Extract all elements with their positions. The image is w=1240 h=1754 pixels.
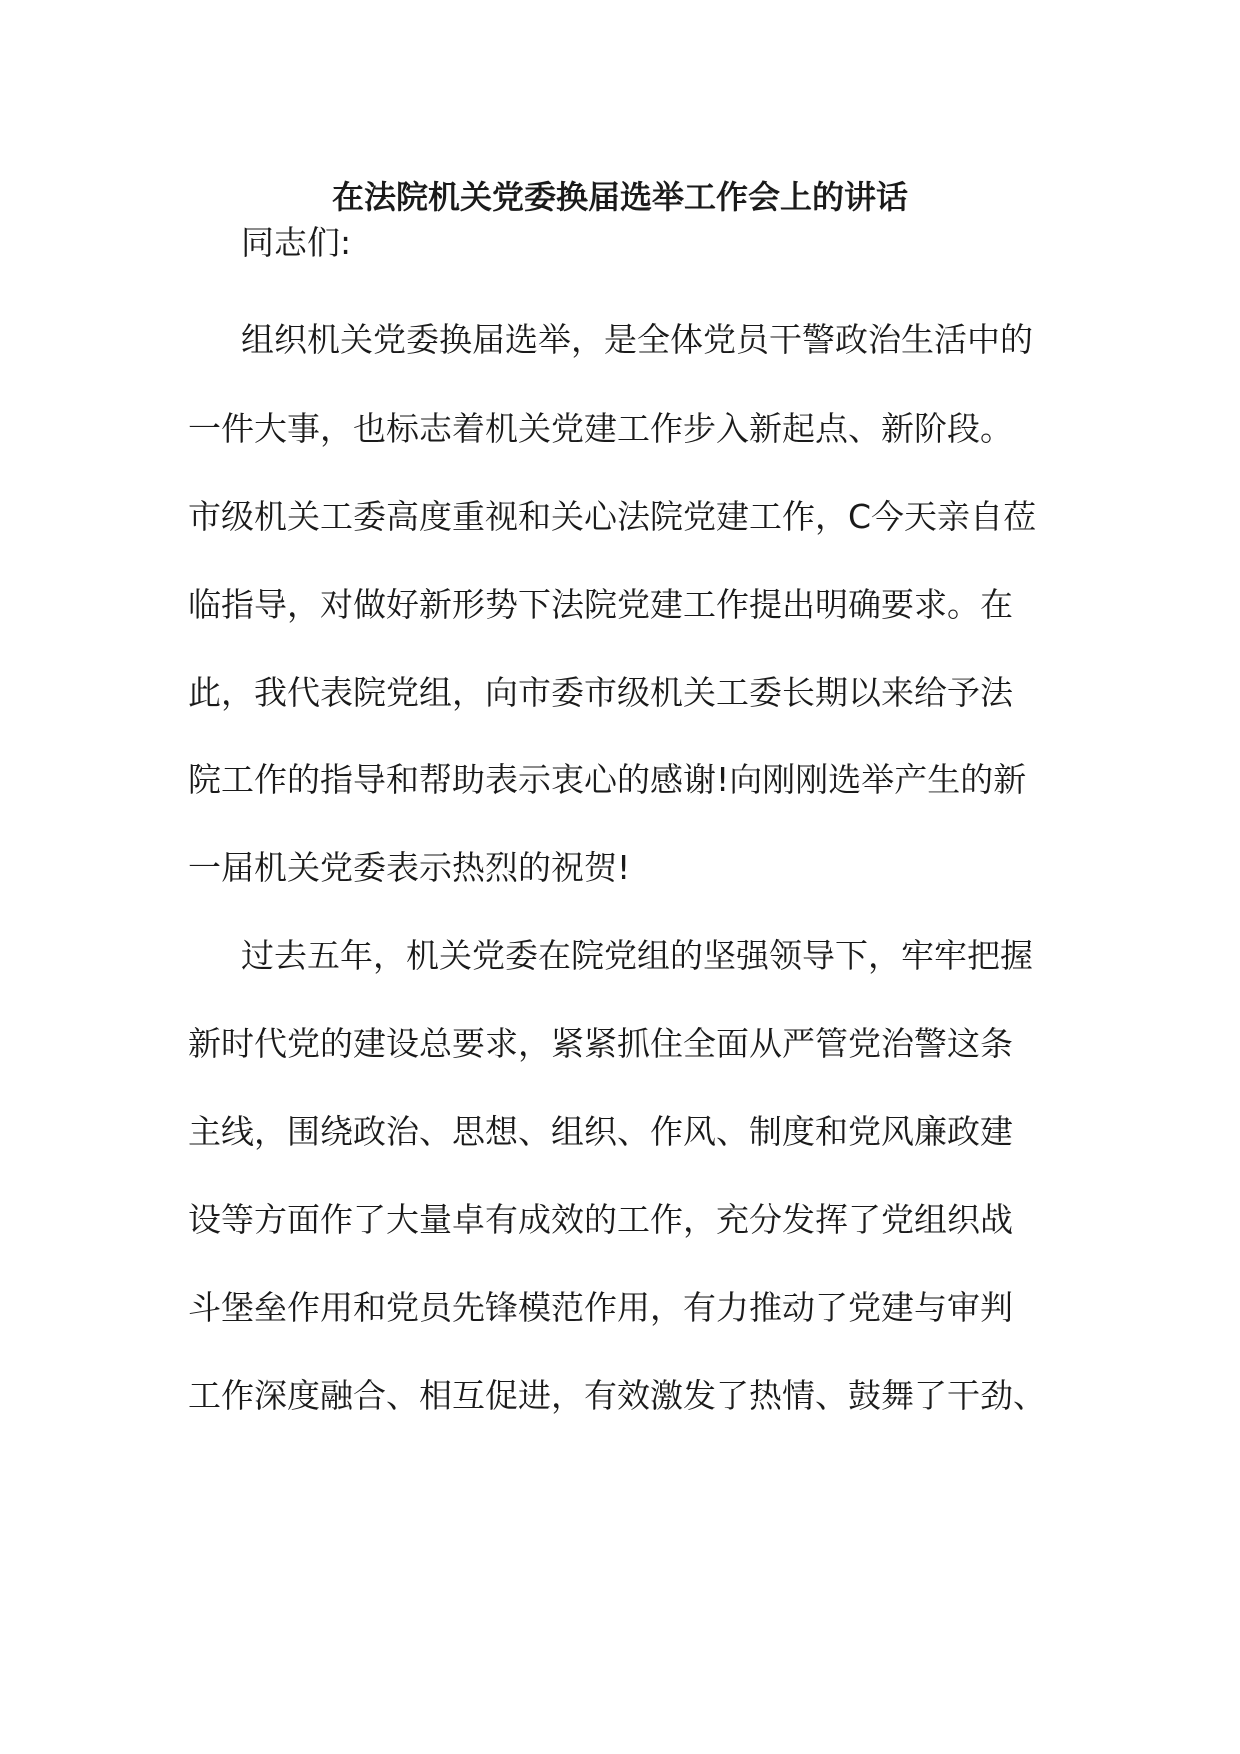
document-title: 在法院机关党委换届选举工作会上的讲话 [331,178,908,216]
paragraph-1-line-7: 一届机关党委表示热烈的祝贺! [188,848,631,887]
paragraph-2-line-3: 主线，围绕政治、思想、组织、作风、制度和党风廉政建 [188,1112,1013,1151]
paragraph-2-line-6: 工作深度融合、相互促进，有效激发了热情、鼓舞了干劲、 [188,1376,1046,1415]
paragraph-1-line-2: 一件大事，也标志着机关党建工作步入新起点、新阶段。 [188,409,1013,448]
paragraph-2-line-5: 斗堡垒作用和党员先锋模范作用，有力推动了党建与审判 [188,1288,1013,1327]
paragraph-1-line-4: 临指导，对做好新形势下法院党建工作提出明确要求。在 [188,585,1013,624]
paragraph-1-line-3: 市级机关工委高度重视和关心法院党建工作，C今天亲自莅 [188,497,1037,536]
paragraph-1-line-6: 院工作的指导和帮助表示衷心的感谢!向刚刚选举产生的新 [188,760,1027,799]
salutation: 同志们: [241,223,352,262]
paragraph-2-line-2: 新时代党的建设总要求，紧紧抓住全面从严管党治警这条 [188,1024,1013,1063]
paragraph-2-line-4: 设等方面作了大量卓有成效的工作，充分发挥了党组织战 [188,1200,1013,1239]
paragraph-1-line-5: 此，我代表院党组，向市委市级机关工委长期以来给予法 [188,673,1013,712]
paragraph-1-line-1: 组织机关党委换届选举，是全体党员干警政治生活中的 [241,320,1033,359]
paragraph-2-line-1: 过去五年，机关党委在院党组的坚强领导下，牢牢把握 [241,936,1033,975]
